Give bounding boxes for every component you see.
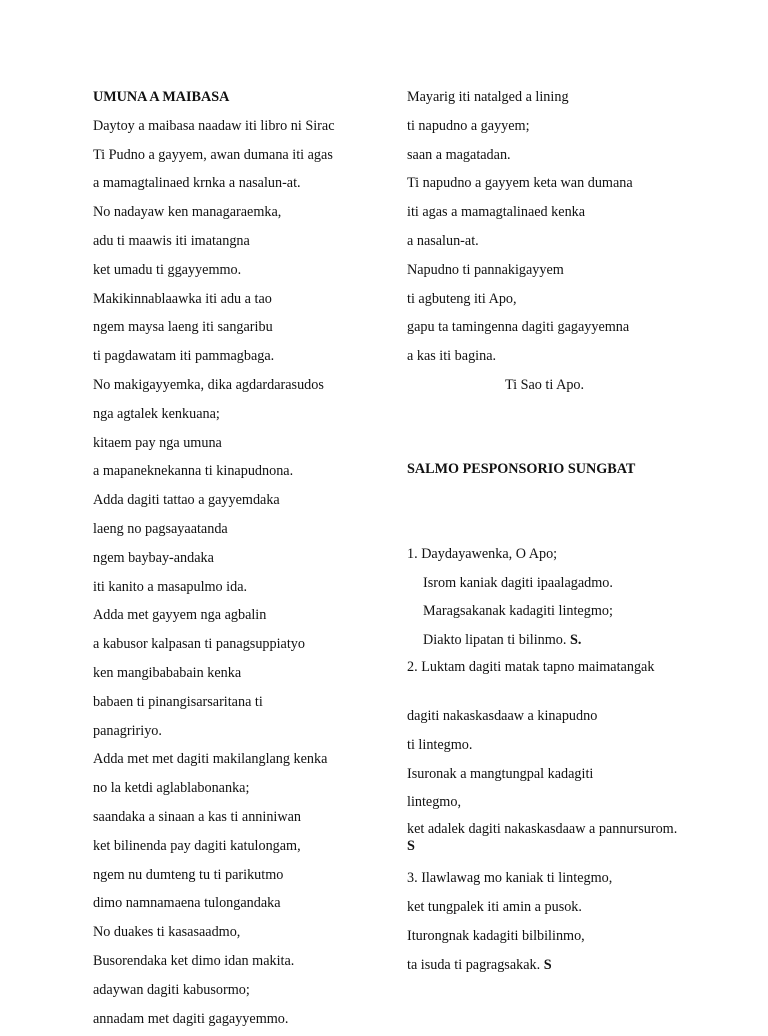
reading-text [93,115,393,1036]
text-line: kitaem pay nga umuna [93,432,393,461]
psalm-stanza-1 [407,543,682,658]
text-line: ken mangibababain kenka [93,662,393,691]
text-line: adu ti maawis iti imatangna [93,230,393,259]
text-line: iti kanito a masapulmo ida. [93,576,393,605]
stanza-line: dagiti nakaskasdaaw a kinapudno [407,705,682,734]
psalm-stanza-3 [407,867,682,982]
left-column [93,86,393,1036]
text-line: no la ketdi aglablabonanka; [93,777,393,806]
text-line: ket umadu ti ggayyemmo. [93,259,393,288]
stanza-line: ket tungpalek iti amin a pusok. [407,896,682,925]
text-line: Makikinnablaawka iti adu a tao [93,288,393,317]
stanza-line: Maragsakanak kadagiti lintegmo; [407,600,682,629]
stanza-line: ta isuda ti pagragsakak. S [407,954,682,983]
stanza-line: 2. Luktam dagiti matak tapno maimatangak [407,658,682,705]
text-line: a mapaneknekanna ti kinapudnona. [93,460,393,489]
text-line: ket bilinenda pay dagiti katulongam, [93,835,393,864]
text-line: saandaka a sinaan a kas ti anniniwan [93,806,393,835]
psalm-stanza-2 [407,658,682,867]
text-line: Daytoy a maibasa naadaw iti libro ni Sirac [93,115,393,144]
text-line: ngem maysa laeng iti sangaribu [93,316,393,345]
stanza-line: 3. Ilawlawag mo kaniak ti lintegmo, [407,867,682,896]
reading-continuation [407,86,682,374]
text-line: saan a magatadan. [407,144,682,173]
reading-heading: UMUNA A MAIBASA [93,86,393,115]
text-line: ti napudno a gayyem; [407,115,682,144]
text-line: gapu ta tamingenna dagiti gagayyemna [407,316,682,345]
text-line: No duakes ti kasasaadmo, [93,921,393,950]
text-line: ngem nu dumteng tu ti parikutmo [93,864,393,893]
text-line: Ti Pudno a gayyem, awan dumana iti agas [93,144,393,173]
text-line: annadam met dagiti gagayyemmo. [93,1008,393,1036]
text-line: No nadayaw ken managaraemka, [93,201,393,230]
text-line: dimo namnamaena tulongandaka [93,892,393,921]
stanza-line: Isrom kaniak dagiti ipaalagadmo. [407,572,682,601]
text-line: iti agas a mamagtalinaed kenka [407,201,682,230]
closing-acclamation: Ti Sao ti Apo. [407,374,682,403]
text-line: nga agtalek kenkuana; [93,403,393,432]
text-line: panagririyo. [93,720,393,749]
text-line: Adda met met dagiti makilanglang kenka [93,748,393,777]
response-mark: S. [570,632,581,648]
text-line: ti pagdawatam iti pammagbaga. [93,345,393,374]
text-line: a kabusor kalpasan ti panagsuppiatyo [93,633,393,662]
text-line: No makigayyemka, dika agdardarasudos [93,374,393,403]
text-line: Adda dagiti tattao a gayyemdaka [93,489,393,518]
text-line: a kas iti bagina. [407,345,682,374]
text-line: Ti napudno a gayyem keta wan dumana [407,172,682,201]
stanza-line: lintegmo, [407,791,682,820]
text-line: Mayarig iti natalged a lining [407,86,682,115]
text-line: Adda met gayyem nga agbalin [93,604,393,633]
right-column [407,86,682,982]
text-line: ti agbuteng iti Apo, [407,288,682,317]
text-line: ngem baybay-andaka [93,547,393,576]
text-line: babaen ti pinangisarsaritana ti [93,691,393,720]
stanza-line: ket adalek dagiti nakaskasdaaw a pannursurom. S [407,820,682,867]
stanza-line: Isuronak a mangtungpal kadagiti [407,763,682,792]
text-line: a nasalun-at. [407,230,682,259]
text-line: laeng no pagsayaatanda [93,518,393,547]
text-line: a mamagtalinaed krnka a nasalun-at. [93,172,393,201]
text-line: Busorendaka ket dimo idan makita. [93,950,393,979]
stanza-line: Iturongnak kadagiti bilbilinmo, [407,925,682,954]
psalm-heading: SALMO PESPONSORIO SUNGBAT [407,458,682,487]
response-mark: S [407,838,415,854]
stanza-line: ti lintegmo. [407,734,682,763]
stanza-line: 1. Daydayawenka, O Apo; [407,543,682,572]
text-line: adaywan dagiti kabusormo; [93,979,393,1008]
text-line: Napudno ti pannakigayyem [407,259,682,288]
stanza-line: Diakto lipatan ti bilinmo. S. [407,629,682,658]
response-mark: S [544,957,552,973]
